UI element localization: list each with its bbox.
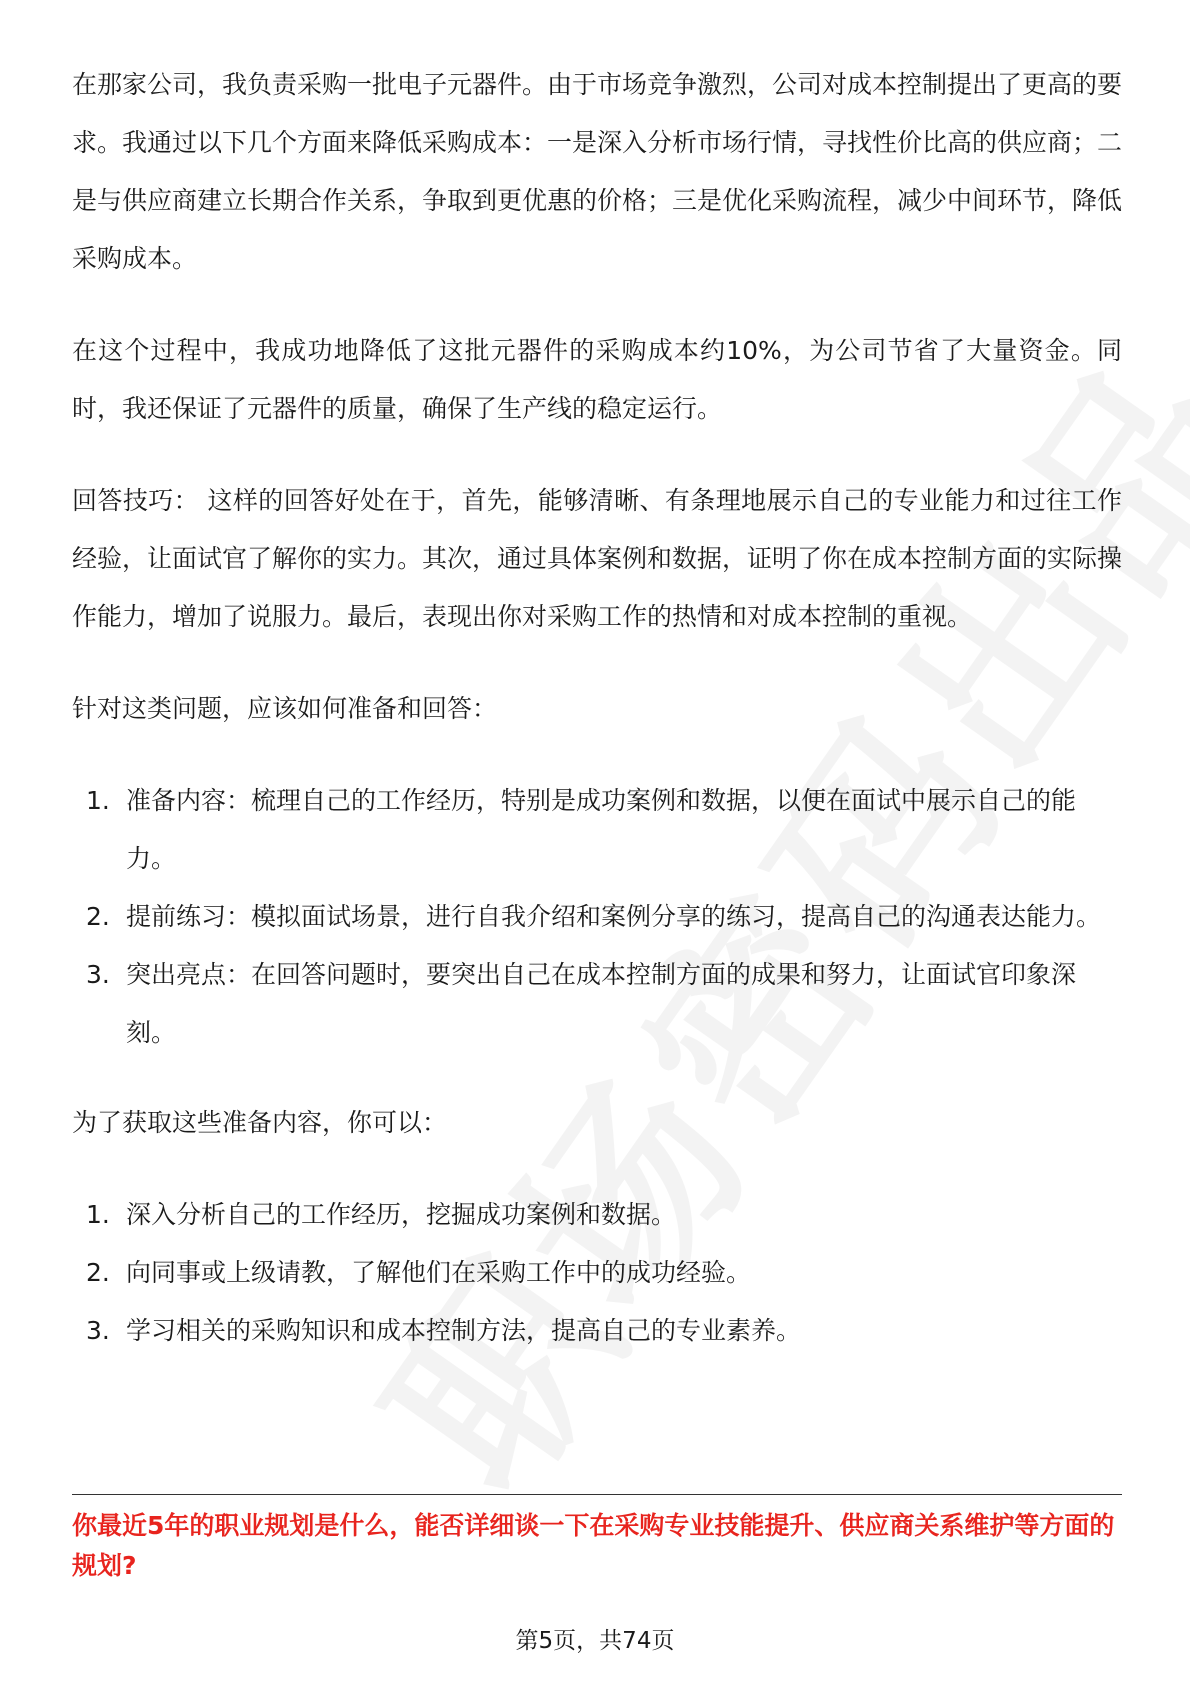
page-content [72,56,1122,1392]
prepare-list [72,772,1122,1062]
list-item-text: 学习相关的采购知识和成本控制方法，提高自己的专业素养。 [126,1316,802,1345]
list-item-number: 1. [86,1200,110,1229]
list-item-text: 深入分析自己的工作经历，挖掘成功案例和数据。 [126,1200,677,1229]
list-item-number: 3. [86,1316,110,1345]
list-item [72,1244,1122,1302]
list-item [72,1302,1122,1360]
list-item-text: 提前练习：模拟面试场景，进行自我介绍和案例分享的练习，提高自己的沟通表达能力。 [126,902,1102,931]
list-item-number: 3. [86,960,110,989]
paragraph-experience: 在那家公司，我负责采购一批电子元器件。由于市场竞争激烈，公司对成本控制提出了更高的要求。我通过以下几个方面来降低采购成本：一是深入分析市场行情，寻找性价比高的供应商；二是与供应商建立长期合作关系，争取到更优惠的价格；三是优化采购流程，减少中间环节，降低采购成本。 [72,70,1123,273]
list-item [72,888,1122,946]
paragraph-tips: 回答技巧： 这样的回答好处在于，首先，能够清晰、有条理地展示自己的专业能力和过往工作经验，让面试官了解你的实力。其次，通过具体案例和数据，证明了你在成本控制方面的实际操作能力，增加了说服力。最后，表现出你对采购工作的热情和对成本控制的重视。 [72,486,1123,631]
list-item [72,772,1122,888]
list-item-text: 突出亮点：在回答问题时，要突出自己在成本控制方面的成果和努力，让面试官印象深刻。 [126,960,1077,1047]
list-item-number: 2. [86,902,110,931]
list-item-number: 2. [86,1258,110,1287]
paragraph-get-content: 为了获取这些准备内容，你可以： [72,1108,448,1137]
next-question-heading: 你最近5年的职业规划是什么，能否详细谈一下在采购专业技能提升、供应商关系维护等方面的规划? [72,1511,1115,1580]
page-number: 第5页，共74页 [515,1628,675,1654]
get-content-list [72,1186,1122,1360]
list-item [72,946,1122,1062]
paragraph-result: 在这个过程中，我成功地降低了这批元器件的采购成本约10%，为公司节省了大量资金。同时，我还保证了元器件的质量，确保了生产线的稳定运行。 [72,336,1122,423]
list-item-number: 1. [86,786,110,815]
section-divider [72,1494,1122,1495]
paragraph-how-to-prepare: 针对这类问题，应该如何准备和回答： [72,694,498,723]
list-item-text: 向同事或上级请教，了解他们在采购工作中的成功经验。 [126,1258,752,1287]
list-item-text: 准备内容：梳理自己的工作经历，特别是成功案例和数据，以便在面试中展示自己的能力。 [126,786,1077,873]
list-item [72,1186,1122,1244]
